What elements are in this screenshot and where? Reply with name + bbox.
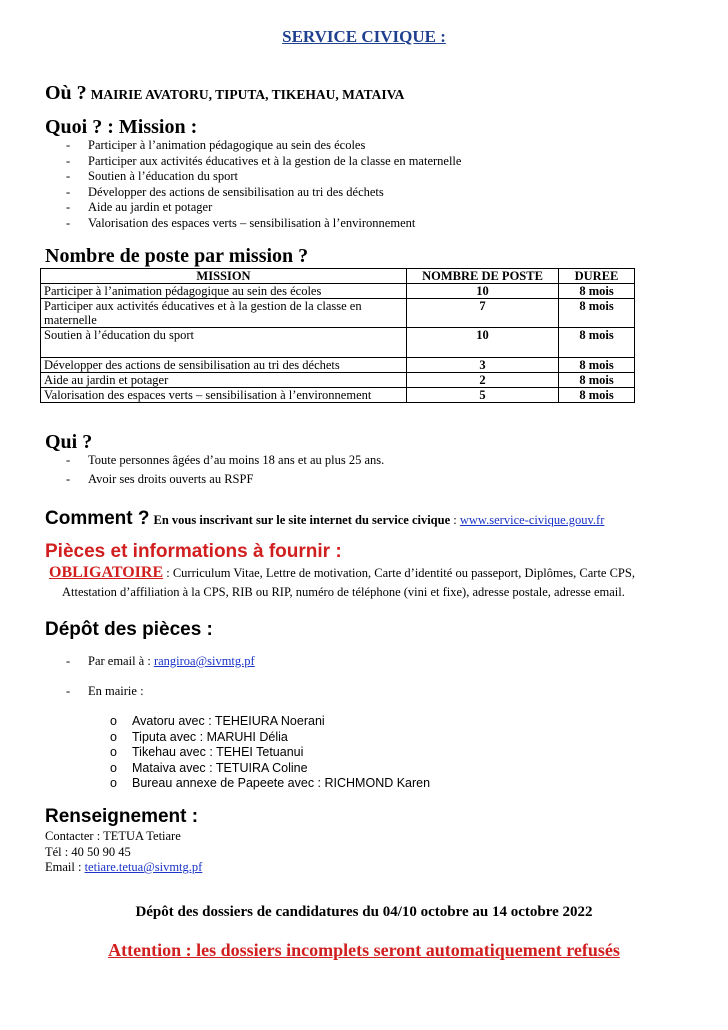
comment-heading: Comment ? [45, 508, 150, 529]
email-label: Par email à : [88, 654, 154, 668]
list-item: - En mairie : [66, 684, 566, 700]
renseignement-block [45, 829, 202, 876]
nombre-heading: Nombre de poste par mission ? [45, 245, 309, 267]
email-label: Email : [45, 860, 85, 874]
comment-separator: : [450, 513, 460, 527]
table-cell: Développer des actions de sensibilisation au tri des déchets [41, 358, 407, 373]
qui-list [66, 453, 666, 487]
contact-item: o Tikehau avec : TEHEI Tetuanui [110, 745, 610, 761]
table-cell: 10 [407, 328, 559, 358]
column-header: DUREE [559, 269, 635, 284]
mission-table [40, 268, 635, 403]
table-cell: Aide au jardin et potager [41, 373, 407, 388]
table-cell: 3 [407, 358, 559, 373]
pieces-text-1: : Curriculum Vitae, Lettre de motivation, Carte d’identité ou passeport, Diplômes, Carte CPS, [163, 566, 635, 580]
table-row [41, 388, 635, 403]
attention-notice: Attention : les dossiers incomplets seront automatiquement refusés [108, 940, 620, 960]
list-item: - Soutien à l’éducation du sport [66, 169, 666, 185]
list-item: - Valorisation des espaces verts – sensibilisation à l’environnement [66, 216, 666, 232]
ou-label: Où ? [45, 82, 87, 104]
table-row [41, 284, 635, 299]
contact-item: o Bureau annexe de Papeete avec : RICHMOND Karen [110, 776, 610, 792]
service-civique-link[interactable]: www.service-civique.gouv.fr [459, 513, 605, 527]
contact-list [110, 714, 610, 792]
renseignement-heading: Renseignement : [45, 806, 199, 827]
column-header: MISSION [41, 269, 407, 284]
table-cell: 8 mois [559, 373, 635, 388]
comment-line [45, 508, 604, 530]
contact-item: o Mataiva avec : TETUIRA Coline [110, 761, 610, 777]
page-title: SERVICE CIVIQUE : [282, 27, 446, 46]
contact-item: o Tiputa avec : MARUHI Délia [110, 730, 610, 746]
table-row [41, 299, 635, 328]
table-cell: 10 [407, 284, 559, 299]
table-row [41, 373, 635, 388]
table-cell: 8 mois [559, 388, 635, 403]
dates-notice: Dépôt des dossiers de candidatures du 04/10 octobre au 14 octobre 2022 [135, 904, 593, 920]
list-item: - Aide au jardin et potager [66, 200, 666, 216]
table-row [41, 328, 635, 358]
table-cell: 8 mois [559, 299, 635, 328]
contact-phone: Tél : 40 50 90 45 [45, 844, 131, 859]
list-item: - Développer des actions de sensibilisation au tri des déchets [66, 185, 666, 201]
contact-name: Contacter : TETUA Tetiare [45, 829, 181, 843]
qui-heading: Qui ? [45, 431, 93, 453]
contact-item: o Avatoru avec : TEHEIURA Noerani [110, 714, 610, 730]
table-cell: 8 mois [559, 328, 635, 358]
table-cell: Participer à l’animation pédagogique au sein des écoles [41, 284, 407, 299]
mairie-list [66, 684, 566, 700]
column-header: NOMBRE DE POSTE [407, 269, 559, 284]
table-cell: 8 mois [559, 284, 635, 299]
table-cell: Valorisation des espaces verts – sensibilisation à l’environnement [41, 388, 407, 403]
contact-email-link[interactable]: tetiare.tetua@sivmtg.pf [84, 860, 203, 874]
quoi-heading: Quoi ? : Mission : [45, 116, 198, 138]
table-cell: 2 [407, 373, 559, 388]
pieces-heading: Pièces et informations à fournir : [45, 541, 342, 562]
depot-list [66, 654, 566, 670]
list-item: - Avoir ses droits ouverts au RSPF [66, 472, 666, 488]
comment-text: En vous inscrivant sur le site internet du service civique [153, 513, 451, 527]
obligatoire-label: OBLIGATOIRE [49, 564, 164, 581]
table-cell: 5 [407, 388, 559, 403]
ou-line [45, 82, 404, 105]
list-item: - Toute personnes âgées d’au moins 18 ans et au plus 25 ans. [66, 453, 666, 469]
table-cell: Soutien à l’éducation du sport [41, 328, 407, 358]
table-header-row [41, 269, 635, 284]
ou-value: MAIRIE AVATORU, TIPUTA, TIKEHAU, MATAIVA [90, 87, 405, 102]
list-item: - Participer à l’animation pédagogique au sein des écoles [66, 138, 666, 154]
depot-email-link[interactable]: rangiroa@sivmtg.pf [153, 654, 255, 668]
table-cell: 7 [407, 299, 559, 328]
pieces-line-1 [49, 564, 635, 582]
table-row [41, 358, 635, 373]
list-item: - Participer aux activités éducatives et à la gestion de la classe en maternelle [66, 154, 666, 170]
depot-heading: Dépôt des pièces : [45, 619, 213, 640]
table-cell: 8 mois [559, 358, 635, 373]
table-cell: Participer aux activités éducatives et à la gestion de la classe en maternelle [41, 299, 407, 328]
contact-email [45, 860, 202, 876]
mission-list [66, 138, 666, 231]
pieces-line-2: Attestation d’affiliation à la CPS, RIB ou RIP, numéro de téléphone (vini et fixe), adresse postale, adresse email. [62, 585, 625, 599]
list-item [66, 654, 566, 670]
